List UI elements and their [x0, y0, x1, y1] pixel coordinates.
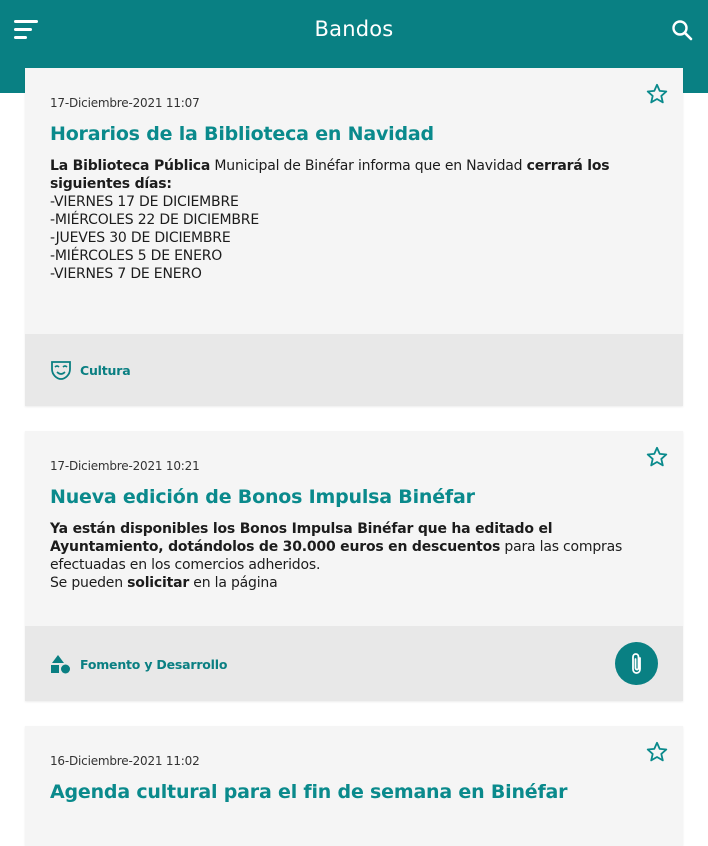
body-line: -VIERNES 7 DE ENERO [50, 266, 202, 282]
star-icon[interactable] [645, 740, 669, 764]
body-line: -MIÉRCOLES 22 DE DICIEMBRE [50, 212, 259, 228]
card-date: 17-Diciembre-2021 11:07 [50, 96, 200, 110]
category-cultura[interactable] [50, 359, 130, 381]
paperclip-icon [627, 652, 647, 676]
body-line: -MIÉRCOLES 5 DE ENERO [50, 248, 223, 264]
card-title[interactable]: Nueva edición de Bonos Impulsa Binéfar [50, 486, 475, 508]
star-icon[interactable] [645, 82, 669, 106]
category-label: Cultura [80, 362, 131, 378]
category-fomento[interactable] [50, 654, 227, 674]
card-footer [25, 334, 683, 406]
card-title[interactable]: Horarios de la Biblioteca en Navidad [50, 123, 434, 145]
body-line: -VIERNES 17 DE DICIEMBRE [50, 194, 239, 210]
card-title[interactable]: Agenda cultural para el fin de semana en Binéfar [50, 781, 568, 803]
card-body [50, 520, 660, 592]
body-paragraph: Ya están disponibles los Bonos Impulsa Binéfar que ha editado el Ayuntamiento, dotándolos de 30.000 euros en descuentos para las compras efectuadas en los comercios adheridos. [50, 521, 623, 573]
search-icon[interactable] [670, 18, 694, 42]
card-date: 17-Diciembre-2021 10:21 [50, 459, 200, 473]
card-body [50, 157, 660, 283]
star-icon[interactable] [645, 445, 669, 469]
bando-card[interactable] [25, 726, 683, 846]
shapes-icon [50, 654, 72, 674]
body-line: -JUEVES 30 DE DICIEMBRE [50, 230, 231, 246]
card-footer [25, 626, 683, 701]
theater-mask-icon [50, 359, 72, 381]
body-intro: La Biblioteca Pública Municipal de Binéfar informa que en Navidad cerrará los siguientes días: [50, 158, 610, 192]
card-date: 16-Diciembre-2021 11:02 [50, 754, 200, 768]
body-paragraph: Se pueden solicitar en la página [50, 575, 278, 591]
category-label: Fomento y Desarrollo [80, 656, 228, 672]
attachment-button[interactable] [615, 642, 658, 685]
bando-card[interactable] [25, 68, 683, 406]
bando-card[interactable] [25, 431, 683, 701]
page-title: Bandos [314, 17, 394, 41]
